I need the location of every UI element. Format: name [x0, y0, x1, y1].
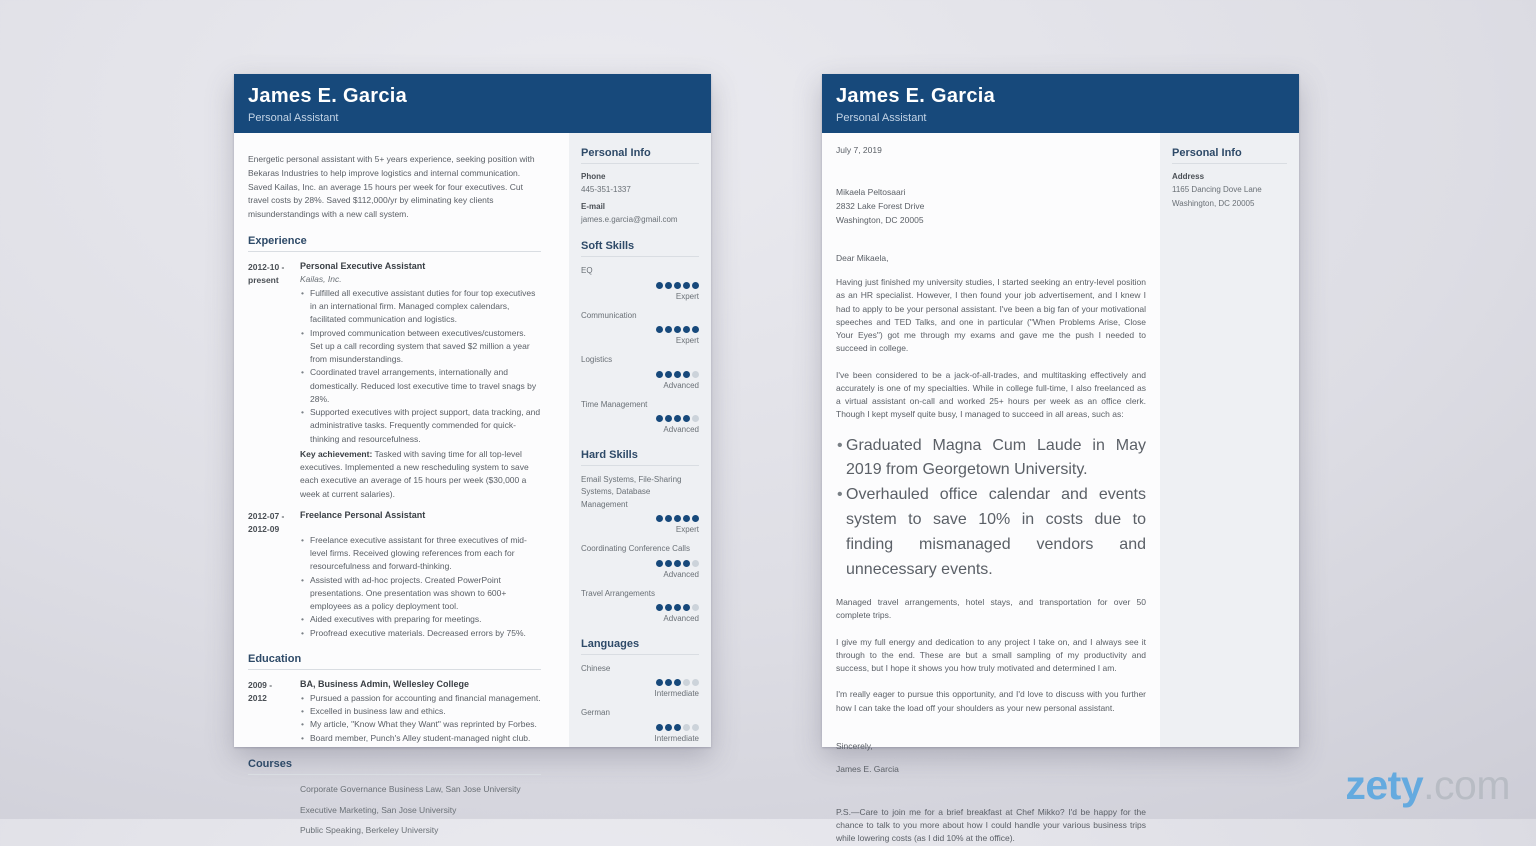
experience-bullet: • Fulfilled all executive assistant duties for four top executives in an international firm. Managed complex calendars, facilitated communication and logistics. — [300, 287, 541, 327]
email-label: E-mail — [581, 202, 606, 212]
resume-header-band — [234, 74, 711, 133]
skill-name: Communication — [581, 310, 637, 320]
skill-level: Advanced — [663, 613, 699, 623]
experience-entry — [248, 261, 541, 501]
zety-logo-suffix: .com — [1423, 762, 1510, 808]
skill-level: Advanced — [663, 424, 699, 434]
resume-summary: Energetic personal assistant with 5+ years experience, seeking position with Bekaras Industries to help improve logistics and internal communication. Saved Kailas, Inc. an average 15 hours per week for four executives. Cut travel costs by 28%. Saved $112,000/yr by eliminating key clients misunderstandings with a new call system. — [248, 154, 535, 220]
experience-title: Personal Executive Assistant — [300, 260, 426, 271]
skill-name: Travel Arrangements — [581, 588, 655, 598]
education-bullet: • My article, "Know What they Want" was reprinted by Forbes. — [300, 718, 541, 731]
skill-level: Advanced — [663, 569, 699, 579]
skill-row — [581, 310, 699, 345]
section-title-education: Education — [248, 653, 541, 670]
course-item: Executive Marketing, San Jose University — [300, 804, 457, 815]
letter-paragraph: I'm really eager to pursue this opportunity, and I'd love to discuss with you further how I can take the load off your shoulders as your new personal assistant. — [836, 689, 1146, 713]
skill-rating-dots — [581, 514, 699, 522]
sidebar-title-hard-skills: Hard Skills — [581, 449, 699, 466]
letter-signature: James E. Garcia — [836, 763, 899, 774]
skill-row — [581, 588, 699, 623]
skill-level: Expert — [675, 336, 699, 346]
date-to: 2012 — [248, 693, 267, 704]
address-line: 1165 Dancing Dove Lane — [1172, 185, 1262, 194]
key-achievement — [300, 448, 541, 501]
skill-level: Advanced — [663, 380, 699, 390]
resume-main-column — [234, 133, 569, 836]
letter-closing: Sincerely, — [836, 740, 873, 751]
experience-detail — [300, 510, 541, 640]
date-from: 2012-07 - — [248, 510, 285, 521]
experience-bullet: • Improved communication between executives/customers. Set up a call recording system that saved $2 million a year from misunderstandings. — [300, 327, 541, 367]
phone-label: Phone — [581, 172, 606, 181]
experience-bullet-list — [300, 534, 541, 640]
language-name: German — [581, 708, 610, 718]
education-detail — [300, 679, 541, 745]
date-from: 2009 - — [248, 679, 273, 690]
skill-rating-dots — [581, 281, 699, 289]
experience-bullet: • Assisted with ad-hoc projects. Created PowerPoint presentations. One presentation was shown to 600+ employees as a policy deployment tool. — [300, 574, 541, 614]
letter-body — [822, 133, 1299, 844]
skill-name: EQ — [581, 266, 593, 276]
experience-bullet: • Freelance executive assistant for three executives of mid-level firms. Received glowing references from each for resourcefulness and forward-thinking. — [300, 534, 541, 574]
letter-paragraph: Having just finished my university studies, I started seeking an entry-level position as an HR specialist. However, I then found your job advertisement, and I knew I had to apply to be your personal assistant. I've been a big fan of your motivational speeches and TED Talks, and one in particular ("When Problems Arise, Close Your Eyes") got me through my exams and gave me the push I needed to succeed in college. — [836, 277, 1146, 354]
zety-logo — [1345, 762, 1510, 809]
experience-bullet: • Aided executives with preparing for meetings. — [300, 613, 541, 626]
letter-bullet-list — [836, 434, 1146, 584]
letter-salutation: Dear Mikaela, — [836, 253, 889, 263]
education-title: BA, Business Admin, Wellesley College — [300, 678, 470, 689]
experience-bullet: • Proofread executive materials. Decreased errors by 75%. — [300, 627, 541, 640]
date-to: 2012-09 — [248, 524, 280, 535]
recipient-street: 2832 Lake Forest Drive — [836, 201, 925, 211]
experience-dates — [248, 261, 300, 501]
experience-entry — [248, 510, 541, 640]
letter-candidate-role: Personal Assistant — [836, 112, 927, 124]
skill-row — [581, 265, 699, 300]
skill-name: Email Systems, File-Sharing Systems, Database Management — [581, 474, 682, 509]
skill-rating-dots — [581, 414, 699, 422]
education-bullet-list — [300, 692, 541, 745]
skill-row — [581, 354, 699, 389]
skill-level: Expert — [675, 525, 699, 535]
recipient-city: Washington, DC 20005 — [836, 215, 924, 225]
key-achievement-label: Key achievement: — [300, 448, 373, 459]
language-rating-dots — [581, 678, 699, 686]
section-title-courses: Courses — [248, 758, 541, 775]
letter-date: July 7, 2019 — [836, 145, 882, 155]
sidebar-title-languages: Languages — [581, 638, 699, 655]
letter-recipient-block — [836, 187, 1146, 225]
letter-postscript: P.S.—Care to join me for a brief breakfast at Chef Mikko? I'd be happy for the chance to talk to you more about how I could handle your various business trips while lowering costs (as I did 10% at the office). — [836, 806, 1146, 844]
resume-candidate-role: Personal Assistant — [248, 112, 339, 124]
section-title-experience: Experience — [248, 235, 541, 252]
address-line: Washington, DC 20005 — [1172, 199, 1255, 209]
skill-row — [581, 399, 699, 434]
resume-sidebar — [569, 133, 711, 747]
date-from: 2012-10 - — [248, 261, 285, 272]
skill-name: Time Management — [581, 399, 648, 409]
experience-bullet-list — [300, 287, 541, 446]
experience-company: Kailas, Inc. — [300, 273, 342, 284]
experience-bullet: • Coordinated travel arrangements, internationally and domestically. Reduced lost executive time to travel snags by 28%. — [300, 366, 541, 406]
education-bullet: • Excelled in business law and ethics. — [300, 705, 541, 718]
education-dates — [248, 679, 300, 745]
language-row — [581, 663, 699, 698]
education-bullet: • Board member, Punch's Alley student-managed night club. — [300, 732, 541, 745]
resume-body — [234, 133, 711, 836]
cover-letter-document-page — [822, 74, 1299, 844]
letter-paragraph: I give my full energy and dedication to any project I take on, and I always see it through to the end. These are but a small sampling of my productivity and success, but I hope it shows you how truly motivated and determined I am. — [836, 636, 1146, 674]
course-item: Corporate Governance Business Law, San Jose University — [300, 783, 521, 794]
address-label: Address — [1172, 172, 1205, 181]
education-bullet: • Pursued a passion for accounting and financial management. — [300, 692, 541, 705]
date-to: present — [248, 275, 279, 286]
language-name: Chinese — [581, 663, 611, 673]
experience-detail — [300, 261, 541, 501]
recipient-name: Mikaela Peltosaari — [836, 187, 906, 197]
resume-candidate-name: James E. Garcia — [248, 85, 408, 107]
sidebar-title-soft-skills: Soft Skills — [581, 240, 699, 257]
language-level: Intermediate — [654, 733, 699, 743]
skill-rating-dots — [581, 559, 699, 567]
letter-candidate-name: James E. Garcia — [836, 85, 996, 107]
skill-row — [581, 543, 699, 578]
skill-rating-dots — [581, 325, 699, 333]
letter-paragraph: Managed travel arrangements, hotel stays, and transportation for over 50 complete trips. — [836, 597, 1146, 621]
skill-name: Logistics — [581, 355, 613, 365]
skill-rating-dots — [581, 370, 699, 378]
sidebar-title-personal-info: Personal Info — [581, 147, 699, 164]
experience-bullet: • Supported executives with project support, data tracking, and administrative tasks. Frequently commended for quick-thinking and resourcefulness. — [300, 406, 541, 446]
phone-value: 445-351-1337 — [581, 185, 631, 194]
letter-bullet: • Graduated Magna Cum Laude in May 2019 from Georgetown University. — [836, 434, 1146, 484]
language-level: Intermediate — [654, 689, 699, 699]
skill-level: Expert — [675, 291, 699, 301]
resume-document-page — [234, 74, 711, 836]
sidebar-title-personal-info: Personal Info — [1172, 147, 1287, 164]
email-value: james.e.garcia@gmail.com — [581, 215, 678, 225]
letter-sidebar — [1160, 133, 1299, 747]
experience-dates — [248, 510, 300, 640]
letter-paragraph: I've been considered to be a jack-of-all-trades, and multitasking effectively and accurately is one of my specialties. While in college full-time, I also freelanced as a virtual assistant on-call and worked 25+ hours per week as an office clerk. Though I kept myself quite busy, I managed to succeed in all areas, such as: — [836, 369, 1146, 420]
skill-row — [581, 474, 699, 534]
experience-title: Freelance Personal Assistant — [300, 509, 426, 520]
education-entry — [248, 679, 541, 745]
letter-bullet: • Overhauled office calendar and events system to save 10% in costs due to finding mismanaged vendors and unnecessary events. — [836, 483, 1146, 583]
key-achievement-text: Tasked with saving time for all top-level executives. Implemented a new rescheduling system to save each executive an average of 15 hours per week ($30,000 a week at current salaries). — [300, 448, 529, 499]
zety-logo-primary: zety — [1345, 762, 1424, 808]
language-rating-dots — [581, 723, 699, 731]
course-item: Public Speaking, Berkeley University — [300, 825, 439, 836]
letter-header-band — [822, 74, 1299, 133]
language-row — [581, 707, 699, 742]
skill-rating-dots — [581, 603, 699, 611]
letter-main-column — [822, 133, 1160, 844]
skill-name: Coordinating Conference Calls — [581, 544, 690, 554]
